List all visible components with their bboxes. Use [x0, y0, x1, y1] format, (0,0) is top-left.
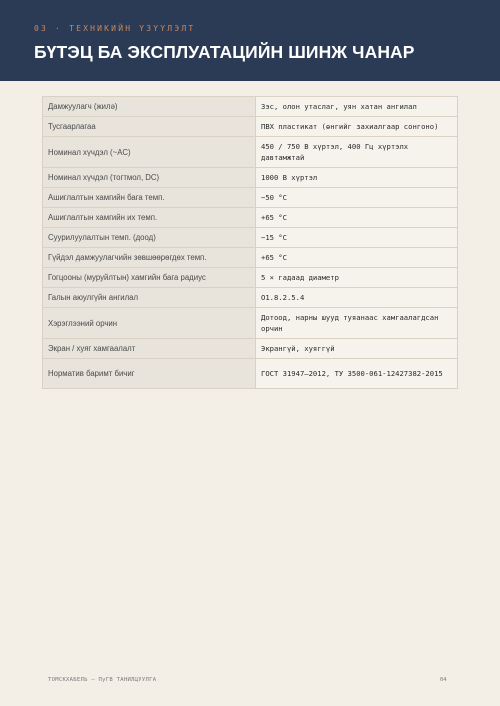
spec-value: −15 °C [256, 228, 458, 248]
spec-value: 5 × гадаад диаметр [256, 268, 458, 288]
table-row [43, 97, 458, 117]
spec-key: Гогцооны (муруйлтын) хамгийн бага радиус [43, 268, 256, 288]
table-row [43, 248, 458, 268]
spec-value: Зэс, олон утаслаг, уян хатан ангилал [256, 97, 458, 117]
spec-value: Экрангүй, хуяггүй [256, 339, 458, 359]
table-row [43, 117, 458, 137]
table-row [43, 228, 458, 248]
spec-key: Номинал хүчдэл (~AC) [43, 137, 256, 168]
spec-table [42, 96, 458, 389]
spec-value: ПВХ пластикат (өнгийг захиалгаар сонгоно) [256, 117, 458, 137]
table-row [43, 188, 458, 208]
spec-value: +65 °C [256, 248, 458, 268]
spec-key: Ашиглалтын хамгийн их темп. [43, 208, 256, 228]
table-row [43, 288, 458, 308]
table-row [43, 208, 458, 228]
spec-key: Ашиглалтын хамгийн бага темп. [43, 188, 256, 208]
spec-key: Дамжуулагч (жилә) [43, 97, 256, 117]
spec-value: 1000 В хүртэл [256, 168, 458, 188]
spec-key: Хэрэглээний орчин [43, 308, 256, 339]
section-kicker: 03 · ТЕХНИКИЙН ҮЗҮҮЛЭЛТ [34, 24, 196, 33]
table-row [43, 137, 458, 168]
footer-label: ТОМСКХАБЕЛЬ — ПуГВ ТАНИЛЦУУЛГА [48, 677, 157, 683]
page-header [0, 0, 500, 81]
spec-value: Дотоод, нарны шууд туяанаас хамгаалагдсан орчин [256, 308, 458, 339]
spec-key: Суурилуулалтын темп. (доод) [43, 228, 256, 248]
spec-value: ГОСТ 31947–2012, ТУ 3500-061-12427382-2015 [256, 359, 458, 389]
spec-key: Галын аюулгүйн ангилал [43, 288, 256, 308]
table-row [43, 168, 458, 188]
table-row [43, 339, 458, 359]
spec-value: О1.8.2.5.4 [256, 288, 458, 308]
spec-key: Номинал хүчдэл (тогтмол, DC) [43, 168, 256, 188]
spec-key: Экран / хуяг хамгаалалт [43, 339, 256, 359]
spec-key: Норматив баримт бичиг [43, 359, 256, 389]
spec-value: +65 °C [256, 208, 458, 228]
page-number: 04 [440, 677, 447, 683]
spec-key: Тусгаарлагаа [43, 117, 256, 137]
spec-key: Гүйдэл дамжуулагчийн зөвшөөрөгдөх темп. [43, 248, 256, 268]
page-title: БҮТЭЦ БА ЭКСПЛУАТАЦИЙН ШИНЖ ЧАНАР [34, 42, 415, 62]
table-row [43, 268, 458, 288]
table-row [43, 308, 458, 339]
spec-value: −50 °C [256, 188, 458, 208]
spec-value: 450 / 750 В хүртэл, 400 Гц хүртэлх давтамжтай [256, 137, 458, 168]
table-row [43, 359, 458, 389]
